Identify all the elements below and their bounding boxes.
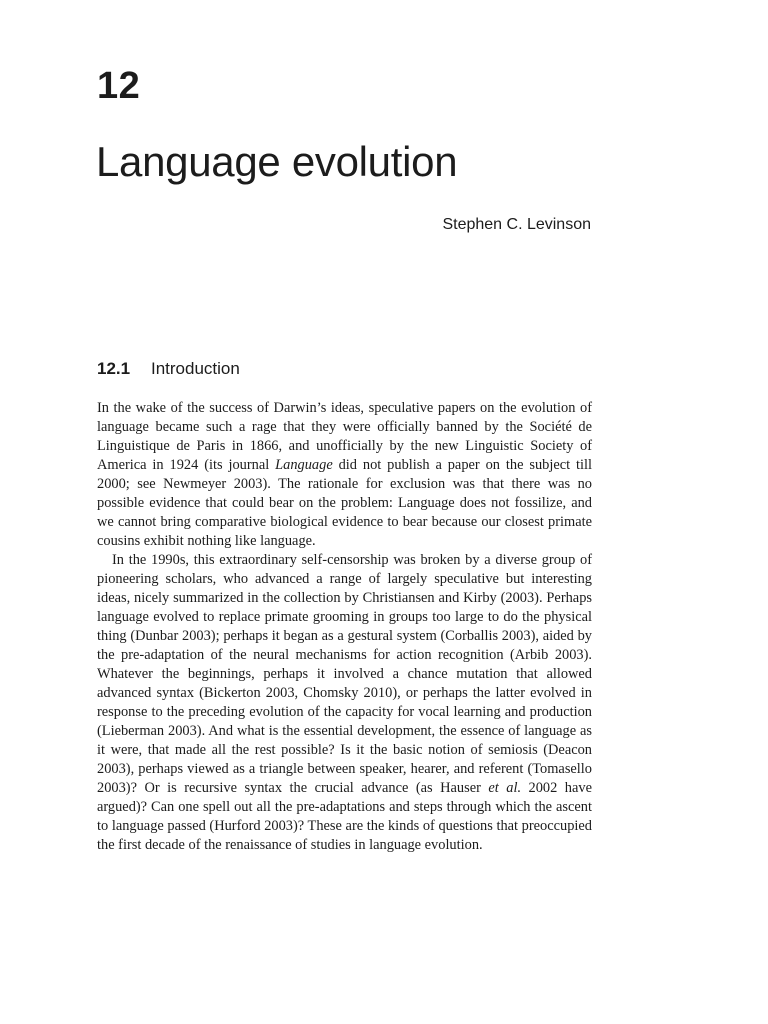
body-text bbox=[97, 399, 592, 855]
paragraph-1 bbox=[97, 399, 592, 551]
italic-et-al: et al. bbox=[488, 780, 522, 796]
paragraph-text: In the wake of the success of Darwin’s ideas, speculative papers on the evolution of language became such a rage that they were officially banned by the Société de Linguistique de Paris in 1866, and unofficially by the new Linguistic Society of America in 1924 (its journal bbox=[97, 400, 592, 473]
chapter-title: Language evolution bbox=[96, 138, 458, 185]
chapter-number: 12 bbox=[97, 65, 141, 107]
section-title: Introduction bbox=[151, 359, 240, 378]
paragraph-2 bbox=[97, 551, 592, 855]
paragraph-text: In the 1990s, this extraordinary self-censorship was broken by a diverse group of pioneering scholars, who advanced a range of largely speculative but interesting ideas, nicely summarized in the collection by Christiansen and Kirby (2003). Perhaps language evolved to replace primate grooming in groups too large to do the physical thing (Dunbar 2003); perhaps it began as a gestural system (Corballis 2003), aided by the pre-adaptation of the neural mechanisms for action recognition (Arbib 2003). Whatever the beginnings, perhaps it involved a chance mutation that allowed advanced syntax (Bickerton 2003, Chomsky 2010), or perhaps the latter evolved in response to the preceding evolution of the capacity for vocal learning and production (Lieberman 2003). And what is the essential development, the essence of language as it were, that made all the rest possible? Is it the basic notion of semiosis (Deacon 2003), perhaps viewed as a triangle between speaker, hearer, and referent (Tomasello 2003)? Or is recursive syntax the crucial advance (as Hauser bbox=[97, 552, 592, 796]
italic-journal-name: Language bbox=[275, 457, 333, 473]
paragraph-text: did not publish a paper on the subject till 2000; see Newmeyer 2003). The rationale for exclusion was that there was no possible evidence that could bear on the problem: Language does not fossilize, and we cannot bring comparative biological evidence to bear because our closest primate cousins exhibit nothing like language. bbox=[97, 457, 592, 549]
chapter-author: Stephen C. Levinson bbox=[442, 216, 591, 233]
section-heading bbox=[97, 357, 240, 381]
paragraph-text: 2002 have argued)? Can one spell out all the pre-adaptations and steps through which the ascent to language passed (Hurford 2003)? These are the kinds of questions that preoccupied the first decade of the renaissance of studies in language evolution. bbox=[97, 780, 592, 853]
section-number: 12.1 bbox=[97, 359, 131, 378]
